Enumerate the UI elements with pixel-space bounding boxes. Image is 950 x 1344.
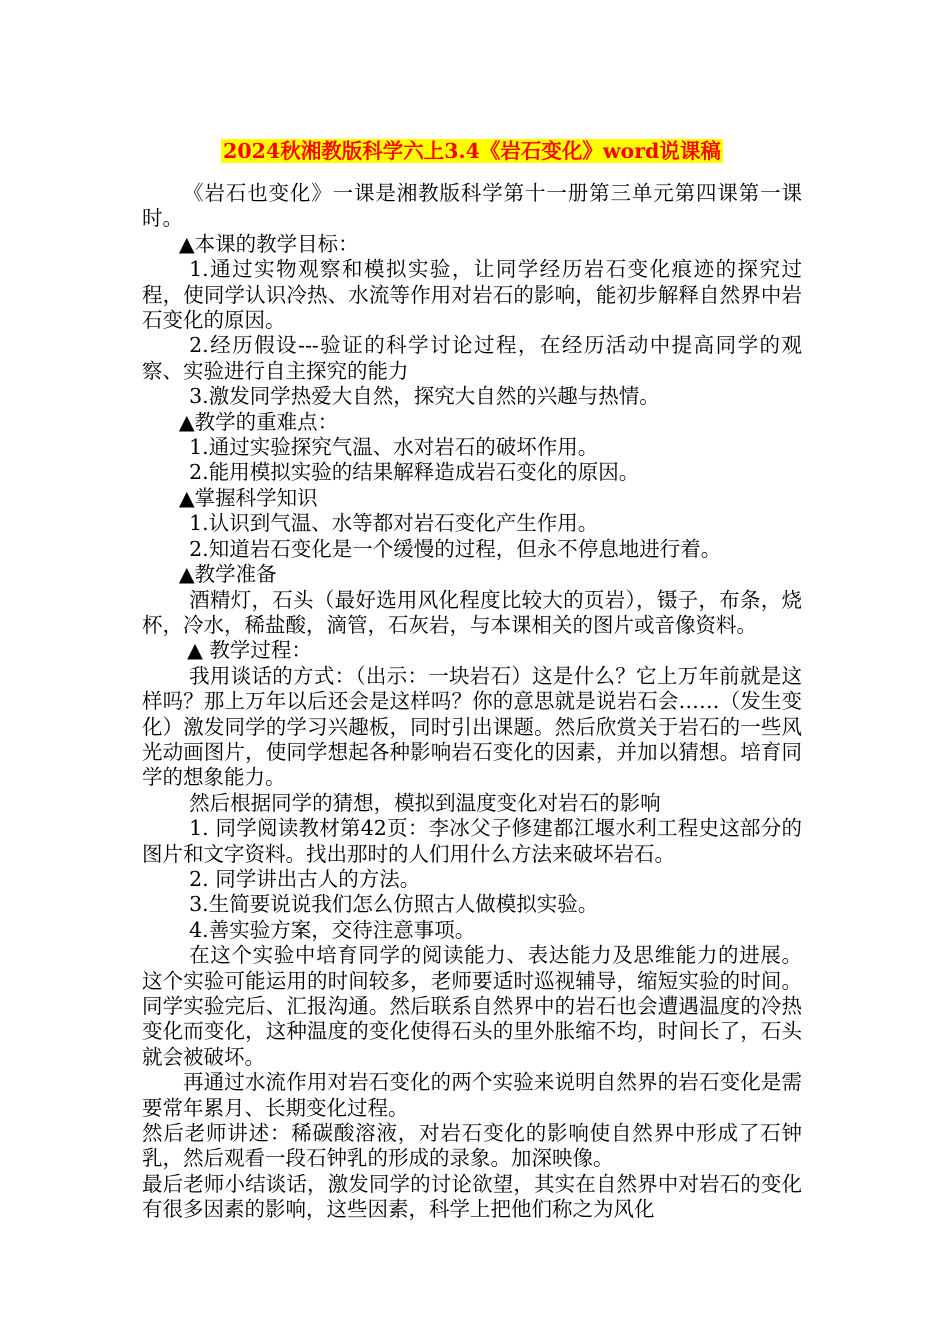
paragraph: 3.激发同学热爱大自然，探究大自然的兴趣与热情。 bbox=[189, 384, 660, 409]
paragraph: 1.通过实验探究气温、水对岩石的破坏作用。 bbox=[189, 435, 599, 460]
paragraph: 2.知道岩石变化是一个缓慢的过程，但永不停息地进行着。 bbox=[189, 536, 722, 561]
paragraph: 在这个实验中培育同学的阅读能力、表达能力及思维能力的进展。这个实验可能运用的时间较多，老师要适时巡视辅导，缩短实验的时间。同学实验完后、汇报沟通。然后联系自然界中的岩石也会遭遇温度的冷热变化而变化，这种温度的变化使得石头的里外胀缩不均，时间长了，石头就会被破坏。 bbox=[142, 943, 802, 1069]
paragraph: 2. 同学讲出古人的方法。 bbox=[189, 866, 421, 891]
paragraph: 2.经历假设---验证的科学讨论过程，在经历活动中提高同学的观察、实验进行自主探究的能力 bbox=[142, 333, 802, 383]
document-title-text: 2024秋湘教版科学六上3.4《岩石变化》word说课稿 bbox=[223, 139, 721, 163]
section-heading: ▲教学的重难点： bbox=[178, 409, 339, 434]
paragraph: 《岩石也变化》一课是湘教版科学第十一册第三单元第四课第一课时。 bbox=[142, 181, 802, 231]
paragraph: 3.生简要说说我们怎么仿照古人做模拟实验。 bbox=[189, 892, 599, 917]
paragraph: 再通过水流作用对岩石变化的两个实验来说明自然界的岩石变化是需要常年累月、长期变化过程。 bbox=[142, 1070, 802, 1120]
section-heading: ▲掌握科学知识 bbox=[178, 485, 318, 510]
paragraph: 4.善实验方案，交待注意事项。 bbox=[189, 917, 476, 942]
section-heading: ▲本课的教学目标： bbox=[178, 231, 359, 256]
section-heading: ▲ 教学过程： bbox=[187, 638, 312, 663]
paragraph: 2.能用模拟实验的结果解释造成岩石变化的原因。 bbox=[189, 460, 640, 485]
section-heading: ▲教学准备 bbox=[178, 562, 277, 587]
paragraph: 1. 同学阅读教材第42页：李冰父子修建都江堰水利工程史这部分的图片和文字资料。找出那时的人们用什么方法来破坏岩石。 bbox=[142, 816, 802, 866]
paragraph: 然后根据同学的猜想，模拟到温度变化对岩石的影响 bbox=[189, 790, 661, 815]
paragraph: 最后老师小结谈话，激发同学的讨论欲望，其实在自然界中对岩石的变化有很多因素的影响，这些因素，科学上把他们称之为风化 bbox=[142, 1171, 802, 1222]
paragraph: 酒精灯，石头（最好选用风化程度比较大的页岩），镊子，布条，烧杯，冷水，稀盐酸，滴管，石灰岩，与本课相关的图片或音像资料。 bbox=[142, 587, 802, 637]
paragraph: 1.认识到气温、水等都对岩石变化产生作用。 bbox=[189, 511, 599, 536]
paragraph: 然后老师讲述：稀碳酸溶液，对岩石变化的影响使自然界中形成了石钟乳，然后观看一段石钟乳的形成的录象。加深映像。 bbox=[142, 1121, 802, 1171]
paragraph: 我用谈话的方式：（出示：一块岩石）这是什么？它上万年前就是这样吗？那上万年以后还会是这样吗？你的意思就是说岩石会……（发生变化）激发同学的学习兴趣板，同时引出课题。然后欣赏关于岩石的一些风光动画图片，使同学想起各种影响岩石变化的因素，并加以猜想。培育同学的想象能力。 bbox=[142, 663, 802, 790]
document-title bbox=[142, 130, 802, 172]
document-page bbox=[142, 130, 802, 1223]
paragraph: 1.通过实物观察和模拟实验，让同学经历岩石变化痕迹的探究过程，使同学认识冷热、水流等作用对岩石的影响，能初步解释自然界中岩石变化的原因。 bbox=[142, 257, 802, 333]
document-body bbox=[142, 181, 802, 1223]
